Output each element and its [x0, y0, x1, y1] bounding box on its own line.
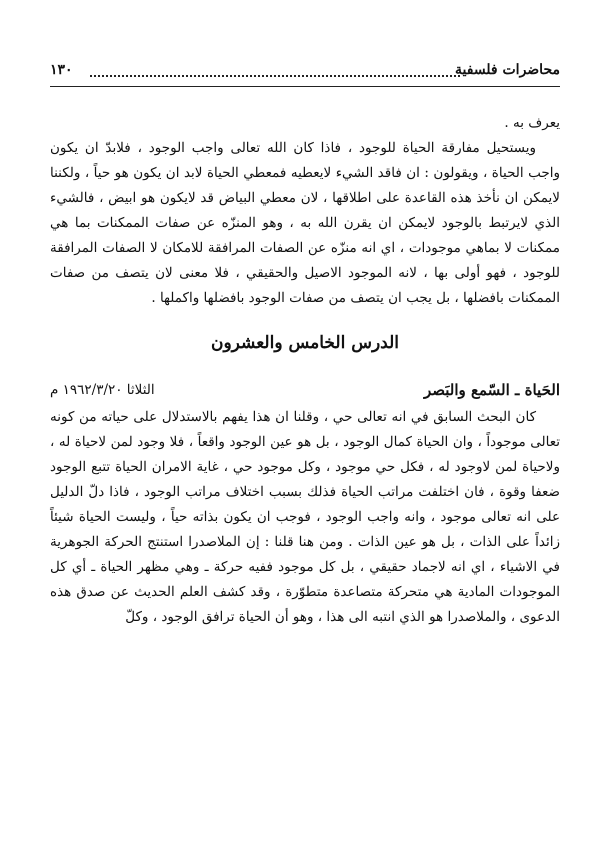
- header-dot-leader: [90, 75, 460, 77]
- page-header: [50, 60, 560, 84]
- book-page: [50, 60, 560, 630]
- section-title: الدرس الخامس والعشرون: [210, 333, 399, 353]
- paragraph-continuation: يعرف به .: [504, 115, 560, 131]
- topic-title: الحَياة ـ السّمع والبَصر: [423, 381, 560, 399]
- lecture-date: الثلاثا ١٩٦٢/٣/٢٠ م: [50, 382, 155, 398]
- header-rule: [50, 86, 560, 87]
- paragraph-body: ويستحيل مفارقة الحياة للوجود ، فاذا كان الله تعالى واجب الوجود ، فلابدّ ان يكون واجب الحياة ، ويقولون : ان فاقد الشيء لايعطيه فمعطي الحياة لابد ان يكون هو حياً ، ولكننا لايمكن ان نأخذ هذه القاعدة على اطلاقها ، لان معطي البياض قد لايكون هو ابيض ، فالشيء الذي لايرتبط بالوجود لايمكن ان يقرن الله به ، وهو المنزّه عن صفات الممكنات بما هي ممكنات لا بماهي موجودات ، اي انه منزّه عن الصفات المرافقة للامكان لا الصفات المرافقة للوجود ، فهو أولى بها ، لانه الموجود الاصيل والحقيقي ، فلا معنى لان يتصف من صفات الممكنات بافضلها ، بل يجب ان يتصف من صفات الوجود بافضلها واكملها .: [50, 140, 560, 306]
- paragraph-body: كان البحث السابق في انه تعالى حي ، وقلنا ان هذا يفهم بالاستدلال على حياته من كونه تعالى موجوداً ، وان الحياة كمال الوجود ، بل هو عين الوجود واقعاً ، فلا وجود لمن لاحياة له ، ولاحياة لمن لاوجود له ، فكل حي موجود ، وكل موجود حي ، غاية الامران الحياة تتبع الوجود ضعفا وقوة ، فان اختلفت مراتب الحياة فذلك بسبب اختلاف مراتب الوجود ، فاذا دلّ الدليل على انه تعالى موجود ، وانه واجب الوجود ، فوجب ان يكون بذاته حياً ، وليست الحياة شيئاً زائداً على الذات ، بل هو عين الذات . ومن هنا قلنا : إن الملاصدرا استنتج الحركة الجوهرية في الاشياء ، اي انه لاجماد حقيقي ، بل كل موجود ففيه حركة ـ وهي مظهر الحياة ـ أي كل الموجودات المادية هي متحركة متصاعدة متطوّرة ، وقد كشف العلم الحديث عن صدق هذه الدعوى ، والملاصدرا هو الذي انتبه الى هذا ، وهو أن الحياة ترافق الوجود ، وكلّ: [50, 409, 560, 625]
- topic-row: [50, 379, 560, 405]
- page-number: ١٣٠: [50, 62, 73, 78]
- book-title: محاضرات فلسفية: [455, 62, 560, 78]
